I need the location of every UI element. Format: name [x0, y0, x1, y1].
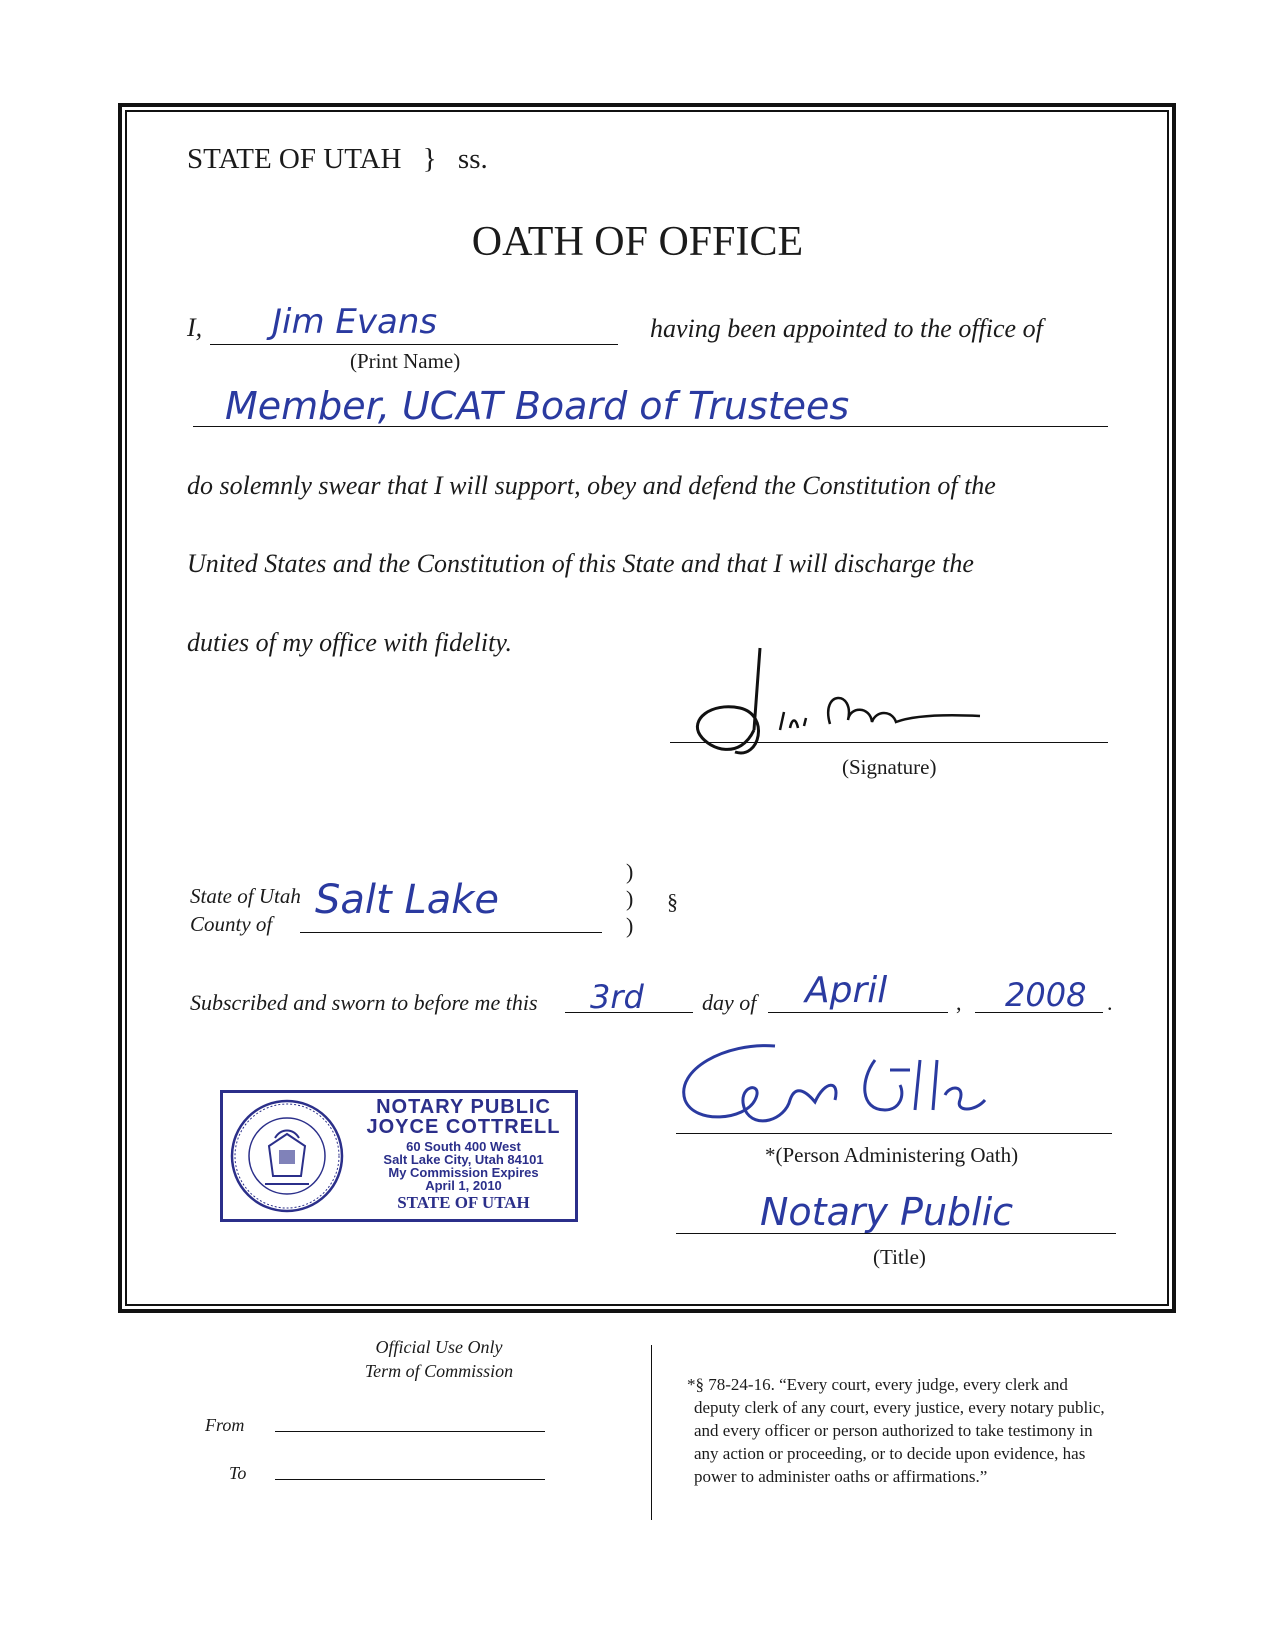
month-handwritten: April — [805, 970, 888, 1011]
signature-caption: (Signature) — [842, 755, 937, 779]
day-of-text: day of — [702, 990, 757, 1015]
from-label: From — [205, 1415, 245, 1435]
title-line — [676, 1233, 1116, 1234]
county-line — [300, 932, 602, 933]
county-handwritten: Salt Lake — [315, 877, 499, 923]
printed-name-caption: (Print Name) — [350, 349, 461, 373]
venue-state: STATE OF UTAH — [187, 143, 402, 175]
oath-body-line-2: United States and the Constitution of this State and that I will discharge the — [187, 549, 974, 578]
title-handwritten: Notary Public — [760, 1190, 1014, 1234]
document-title: OATH OF OFFICE — [471, 219, 804, 265]
administering-line — [676, 1133, 1112, 1134]
oath-i-label: I, — [187, 313, 203, 342]
footnote-line-2: deputy clerk of any court, every justice, every notary public, — [694, 1398, 1105, 1417]
date-comma: , — [956, 990, 962, 1015]
jurat-state-label: State of Utah — [190, 884, 301, 908]
stamp-line-1: NOTARY PUBLIC — [376, 1096, 551, 1118]
day-handwritten: 3rd — [590, 978, 644, 1016]
paren-1: ) — [626, 859, 634, 884]
stamp-line-4: Salt Lake City, Utah 84101 — [383, 1152, 544, 1167]
from-field — [275, 1431, 545, 1432]
paren-2: ) — [626, 886, 634, 911]
venue-brace: } — [422, 143, 437, 175]
stamp-line-3: 60 South 400 West — [406, 1139, 521, 1154]
year-handwritten: 2008 — [1005, 976, 1087, 1014]
day-line — [565, 1012, 693, 1013]
year-line — [975, 1012, 1103, 1013]
administering-caption: *(Person Administering Oath) — [765, 1143, 1019, 1167]
printed-name-handwritten: Jim Evans — [272, 302, 438, 342]
stamp-line-6: April 1, 2010 — [425, 1178, 502, 1193]
printed-name-line — [210, 344, 618, 345]
venue-header — [187, 143, 488, 176]
footnote-line-1: *§ 78-24-16. “Every court, every judge, every clerk and — [687, 1375, 1068, 1394]
administering-signature — [675, 1040, 1055, 1145]
oath-body-line-3: duties of my office with fidelity. — [187, 628, 512, 657]
state-seal-icon — [229, 1098, 345, 1219]
venue-ss: ss. — [457, 143, 488, 175]
statute-footnote — [687, 1373, 1207, 1488]
footnote-line-3: and every officer or person authorized to take testimony in — [694, 1421, 1093, 1440]
stamp-line-7: STATE OF UTAH — [397, 1193, 530, 1212]
office-line — [193, 426, 1108, 427]
official-use-heading: Official Use Only — [375, 1337, 503, 1357]
subscribed-text: Subscribed and sworn to before me this — [190, 990, 538, 1015]
office-handwritten: Member, UCAT Board of Trustees — [225, 384, 850, 428]
signature-line — [670, 742, 1108, 743]
stamp-text-block — [351, 1097, 576, 1211]
title-caption: (Title) — [873, 1245, 926, 1269]
oath-body-line-1: do solemnly swear that I will support, obey and defend the Constitution of the — [187, 471, 996, 500]
footnote-line-4: any action or proceeding, or to decide upon evidence, has — [694, 1444, 1086, 1463]
notary-stamp — [220, 1090, 578, 1222]
stamp-line-5: My Commission Expires — [388, 1165, 539, 1180]
date-period: . — [1107, 990, 1113, 1015]
footnote-line-5: power to administer oaths or affirmations.” — [694, 1467, 988, 1486]
oath-taker-signature — [680, 640, 990, 785]
term-of-commission-heading: Term of Commission — [364, 1361, 514, 1381]
footer-divider — [651, 1345, 652, 1520]
month-line — [768, 1012, 948, 1013]
jurat-county-label: County of — [190, 912, 273, 936]
to-field — [275, 1479, 545, 1480]
paren-3: ) — [626, 913, 634, 938]
section-symbol: § — [667, 889, 678, 914]
to-label: To — [229, 1463, 247, 1483]
stamp-line-2: JOYCE COTTRELL — [366, 1116, 561, 1138]
jurat-parentheses — [626, 858, 633, 939]
appointed-text: having been appointed to the office of — [650, 314, 1043, 343]
